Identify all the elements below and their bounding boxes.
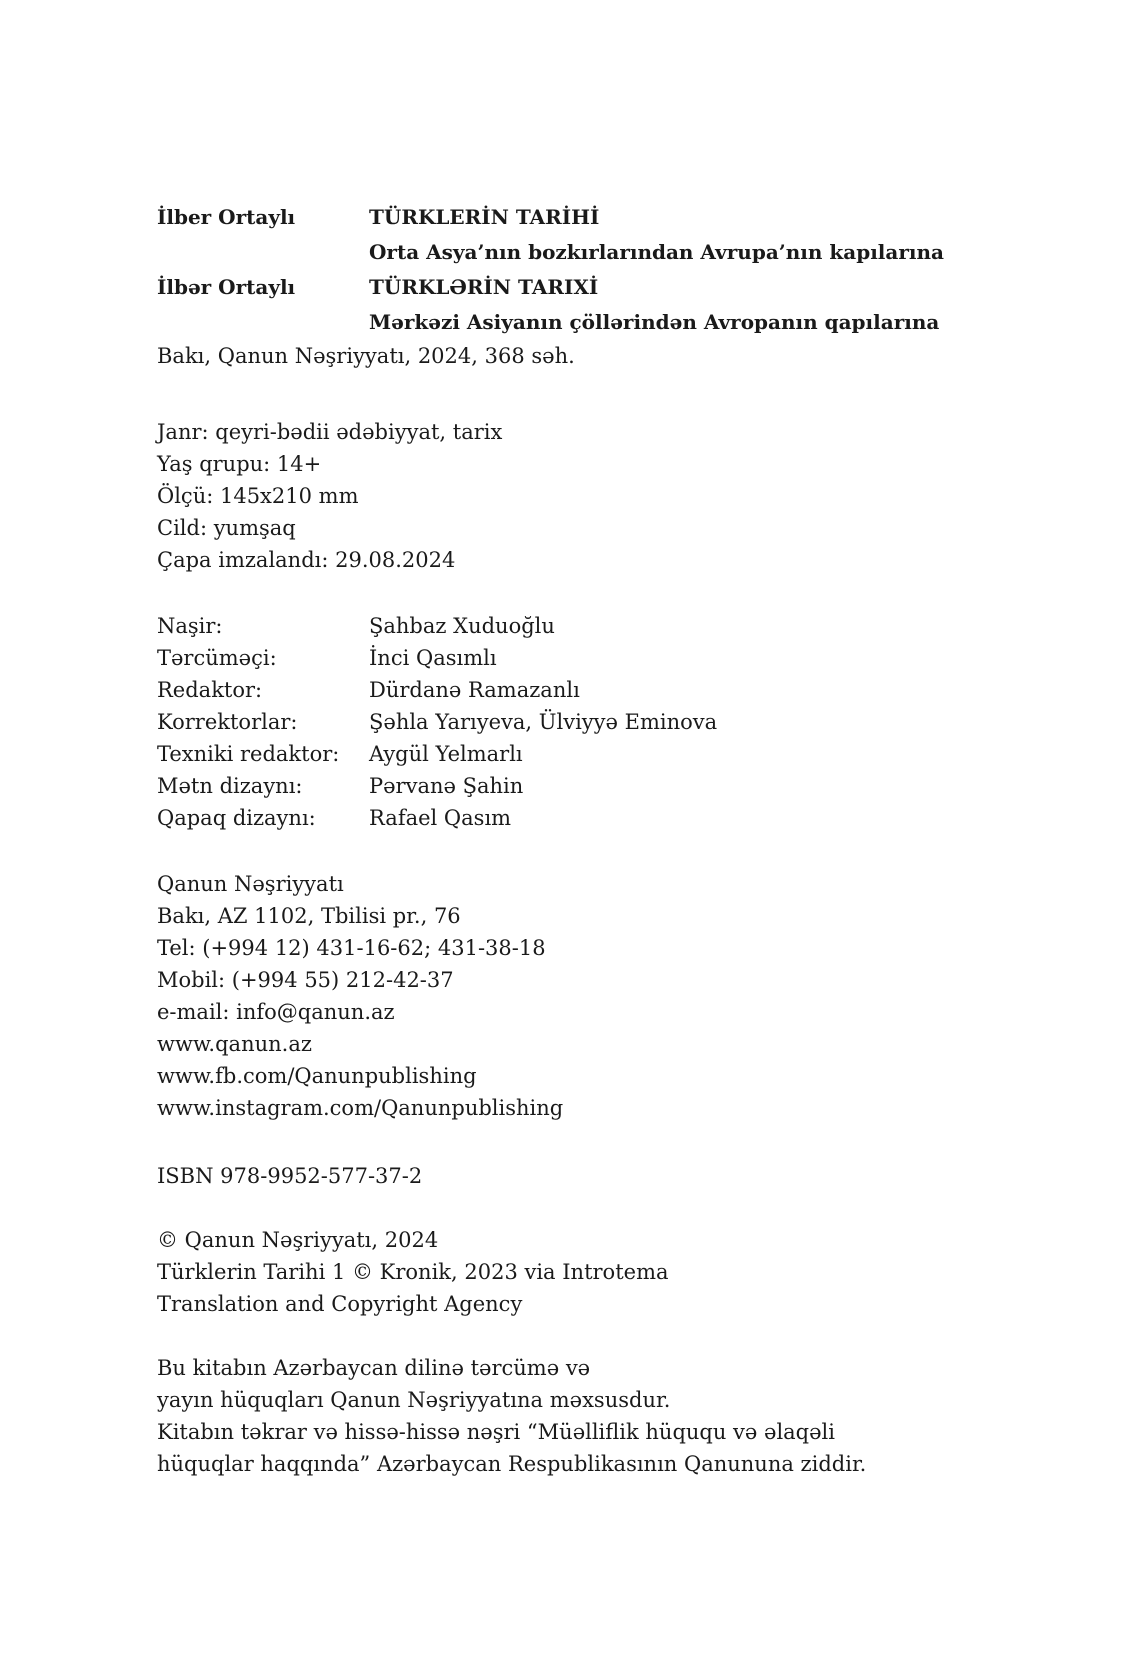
rights-line: Bu kitabın Azərbaycan dilinə tərcümə və xyxy=(157,1356,591,1380)
header-row-4 xyxy=(157,305,1057,340)
book-subtitle: Mərkəzi Asiyanın çöllərindən Avropanın qapılarına xyxy=(369,310,940,334)
header-row-3 xyxy=(157,270,1057,305)
credit-role: Mətn dizaynı: xyxy=(157,774,303,798)
credit-name: Pərvanə Şahin xyxy=(369,774,524,798)
credit-name: Rafael Qasım xyxy=(369,806,512,830)
credit-row xyxy=(157,802,1057,834)
credits-block xyxy=(157,610,1057,834)
detail-print-date: Çapa imzalandı: 29.08.2024 xyxy=(157,548,456,572)
copyright-line: © Qanun Nəşriyyatı, 2024 xyxy=(157,1228,439,1252)
isbn-block xyxy=(157,1160,1057,1192)
credit-role: Texniki redaktor: xyxy=(157,742,340,766)
credit-name: Dürdanə Ramazanlı xyxy=(369,678,580,702)
publisher-facebook: www.fb.com/Qanunpublishing xyxy=(157,1064,477,1088)
credit-role: Qapaq dizaynı: xyxy=(157,806,316,830)
publisher-website: www.qanun.az xyxy=(157,1032,312,1056)
credit-role: Tərcüməçi: xyxy=(157,646,277,670)
detail-age-group: Yaş qrupu: 14+ xyxy=(157,452,322,476)
author-name: İlbər Ortaylı xyxy=(157,275,296,299)
credit-role: Korrektorlar: xyxy=(157,710,298,734)
contact-block xyxy=(157,868,1057,1124)
credit-name: İnci Qasımlı xyxy=(369,646,497,670)
copyright-block xyxy=(157,1224,1057,1320)
publisher-phone: Tel: (+994 12) 431-16-62; 431-38-18 xyxy=(157,936,546,960)
detail-genre: Janr: qeyri-bədii ədəbiyyat, tarix xyxy=(157,420,503,444)
credit-name: Şahbaz Xuduoğlu xyxy=(369,614,555,638)
credit-row xyxy=(157,770,1057,802)
credit-role: Redaktor: xyxy=(157,678,263,702)
book-title: TÜRKLƏRİN TARIXİ xyxy=(369,275,599,299)
credit-name: Aygül Yelmarlı xyxy=(369,742,523,766)
copyright-line: Türklerin Tarihi 1 © Kronik, 2023 via Introtema xyxy=(157,1260,669,1284)
credit-row xyxy=(157,706,1057,738)
header-row-2 xyxy=(157,235,1057,270)
author-name xyxy=(157,305,369,340)
credit-role: Naşir: xyxy=(157,614,223,638)
rights-line: hüquqlar haqqında” Azərbaycan Respublikasının Qanununa ziddir. xyxy=(157,1452,867,1476)
copyright-line: Translation and Copyright Agency xyxy=(157,1292,523,1316)
author-name: İlber Ortaylı xyxy=(157,205,296,229)
author-name xyxy=(157,235,369,270)
header-row-1 xyxy=(157,200,1057,235)
imprint-line: Bakı, Qanun Nəşriyyatı, 2024, 368 səh. xyxy=(157,344,575,368)
publisher-name: Qanun Nəşriyyatı xyxy=(157,872,344,896)
details-block xyxy=(157,416,1057,576)
detail-binding: Cild: yumşaq xyxy=(157,516,296,540)
publisher-mobile: Mobil: (+994 55) 212-42-37 xyxy=(157,968,454,992)
credit-row xyxy=(157,674,1057,706)
credit-name: Şəhla Yarıyeva, Ülviyyə Eminova xyxy=(369,710,718,734)
detail-size: Ölçü: 145x210 mm xyxy=(157,484,359,508)
book-title: TÜRKLERİN TARİHİ xyxy=(369,205,600,229)
publisher-instagram: www.instagram.com/Qanunpublishing xyxy=(157,1096,564,1120)
isbn: ISBN 978-9952-577-37-2 xyxy=(157,1164,423,1188)
book-subtitle: Orta Asya’nın bozkırlarından Avrupa’nın kapılarına xyxy=(369,240,944,264)
rights-block xyxy=(157,1352,1057,1480)
credit-row xyxy=(157,738,1057,770)
credit-row xyxy=(157,610,1057,642)
credit-row xyxy=(157,642,1057,674)
publisher-address: Bakı, AZ 1102, Tbilisi pr., 76 xyxy=(157,904,461,928)
publisher-email: e-mail: info@qanun.az xyxy=(157,1000,395,1024)
rights-line: Kitabın təkrar və hissə-hissə nəşri “Müəlliflik hüququ və əlaqəli xyxy=(157,1420,835,1444)
rights-line: yayın hüquqları Qanun Nəşriyyatına məxsusdur. xyxy=(157,1388,671,1412)
title-block xyxy=(157,200,1057,372)
